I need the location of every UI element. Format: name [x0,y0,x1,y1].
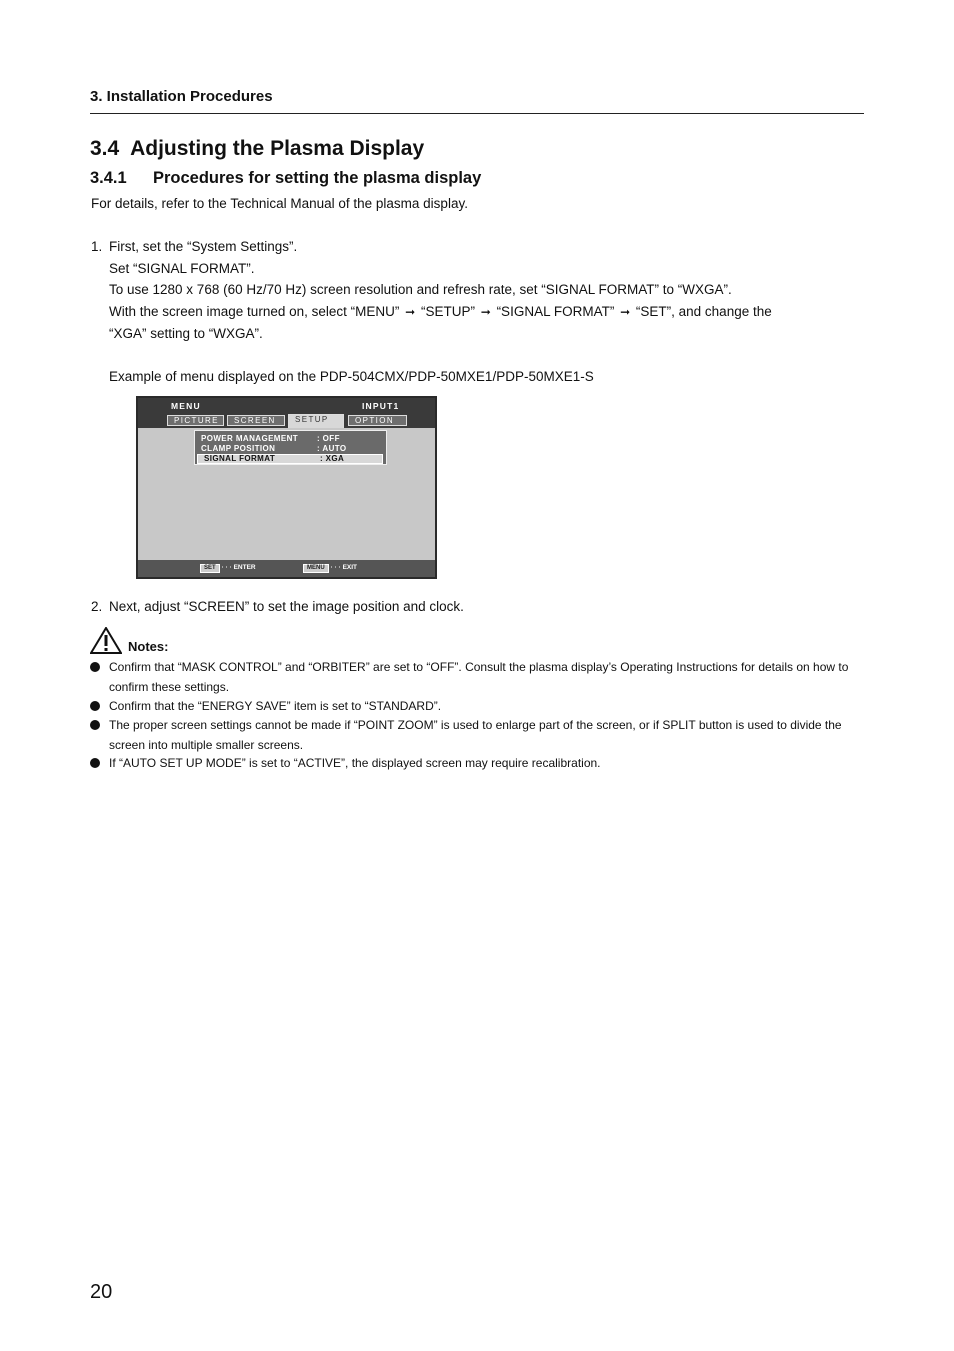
osd-tab-option: OPTION [348,415,407,426]
note-item: If “AUTO SET UP MODE” is set to “ACTIVE”, the displayed screen may require recalibration. [90,754,864,774]
step-2-text: Next, adjust “SCREEN” to set the image position and clock. [109,599,464,614]
osd-tab-screen: SCREEN [227,415,285,426]
osd-row-selected: SIGNAL FORMAT : XGA [197,454,383,464]
subsection-number: 3.4.1 [90,169,127,187]
nav-text: “SET”, and change the [635,303,772,319]
nav-text: With the screen image turned on, select “MENU” [109,303,400,319]
notes-heading [90,627,169,657]
step-number: 1. [91,239,103,254]
osd-settings-panel [194,430,387,465]
osd-title-bar [138,398,435,428]
osd-row: CLAMP POSITION : AUTO [201,444,347,453]
arrow-icon: ➞ [480,304,491,319]
note-item: Confirm that the “ENERGY SAVE” item is set to “STANDARD”. [90,697,864,717]
osd-tab-picture: PICTURE [167,415,224,426]
notes-label: Notes: [128,639,169,654]
bullet-icon [90,662,100,672]
osd-menu-figure [136,396,437,579]
nav-text: “SIGNAL FORMAT” [496,303,615,319]
step-line: First, set the “System Settings”. [109,239,298,254]
nav-instruction [109,301,864,324]
note-item: Confirm that “MASK CONTROL” and “ORBITER” are set to “OFF”. Consult the plasma display’s Operating Instructions for details on how to confirm these settings. [90,658,864,697]
bullet-icon [90,720,100,730]
arrow-icon: ➞ [405,304,416,319]
bullet-icon [90,758,100,768]
nav-instruction-cont: “XGA” setting to “WXGA”. [109,326,263,341]
step-1-body [109,236,864,345]
osd-row: POWER MANAGEMENT : OFF [201,434,340,443]
subsection-heading: Procedures for setting the plasma display [153,169,482,187]
step-number: 2. [91,599,103,614]
menu-key-icon: MENU [303,564,329,573]
bullet-icon [90,701,100,711]
set-key-icon: SET [200,564,220,573]
osd-menu-title: MENU [171,401,201,411]
osd-tab-setup: SETUP [288,414,344,428]
intro-text: For details, refer to the Technical Manual of the plasma display. [91,196,468,211]
example-caption: Example of menu displayed on the PDP-504CMX/PDP-50MXE1/PDP-50MXE1-S [109,369,594,384]
osd-enter-hint: SET · · · ENTER [200,564,256,573]
section-title: 3.4 Adjusting the Plasma Display [90,137,425,160]
osd-button-bar [138,560,435,577]
osd-exit-hint: MENU · · · EXIT [303,564,357,573]
page-number: 20 [90,1281,113,1303]
running-header: 3. Installation Procedures [90,88,273,105]
subsection-title [90,169,481,188]
header-rule [90,113,864,114]
warning-icon [90,627,122,654]
step-line: To use 1280 x 768 (60 Hz/70 Hz) screen resolution and refresh rate, set “SIGNAL FORMAT” to “WXGA”. [109,282,732,297]
step-line: Set “SIGNAL FORMAT”. [109,260,255,276]
note-item: The proper screen settings cannot be made if “POINT ZOOM” is used to enlarge part of the screen, or if SPLIT button is used to divide the screen into multiple smaller screens. [90,716,864,755]
osd-input-label: INPUT1 [362,401,400,411]
arrow-icon: ➞ [620,304,631,319]
nav-text: “SETUP” [420,303,475,319]
